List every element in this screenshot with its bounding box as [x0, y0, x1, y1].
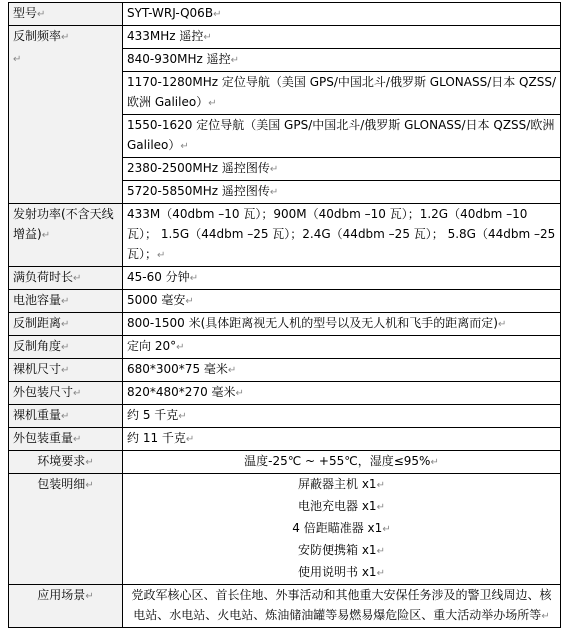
label-duration: 满负荷时长↵: [9, 267, 123, 290]
value-size: 680*300*75 毫米↵: [123, 359, 561, 382]
row-distance: [9, 313, 561, 336]
value-pkg-size: 820*480*270 毫米↵: [123, 382, 561, 405]
spec-document: [8, 2, 560, 628]
row-size: [9, 359, 561, 382]
value-scenario: 党政军核心区、首长住地、外事活动和其他重大安保任务涉及的警卫线周边、核电站、水电站、火电站、炼油储油罐等易燃易爆危险区、重大活动举办场所等↵: [123, 585, 561, 628]
package-item: 使用说明书 x1↵: [298, 565, 385, 579]
freq-item: 433MHz 遥控↵: [123, 26, 561, 49]
label-freq: 反制频率↵ ↵: [9, 26, 123, 204]
label-scenario: 应用场景↵: [9, 585, 123, 628]
row-pkg-weight: [9, 428, 561, 451]
label-pkg-size: 外包装尺寸↵: [9, 382, 123, 405]
label-weight: 裸机重量↵: [9, 405, 123, 428]
label-battery: 电池容量↵: [9, 290, 123, 313]
freq-item: 840-930MHz 遥控↵: [123, 49, 561, 72]
value-power: 433M（40dbm –10 瓦）；900M（40dbm –10 瓦）；1.2G（40dbm –10 瓦）； 1.5G（44dbm –25 瓦）；2.4G（44dbm –25 瓦）； 5.8G（44dbm –25 瓦）；↵: [123, 204, 561, 267]
row-pkg-size: [9, 382, 561, 405]
package-item: 4 倍距瞄准器 x1↵: [292, 521, 391, 535]
row-env: [9, 451, 561, 474]
freq-item: 2380-2500MHz 遥控图传↵: [123, 158, 561, 181]
label-env: 环境要求↵: [9, 451, 123, 474]
value-weight: 约 5 千克↵: [123, 405, 561, 428]
row-freq: [9, 26, 561, 49]
row-power: [9, 204, 561, 267]
value-package: [123, 474, 561, 585]
row-angle: [9, 336, 561, 359]
package-item: 安防便携箱 x1↵: [298, 543, 385, 557]
row-package: [9, 474, 561, 585]
row-weight: [9, 405, 561, 428]
label-model: 型号↵: [9, 3, 123, 26]
spec-table: [8, 2, 561, 628]
freq-item: 5720-5850MHz 遥控图传↵: [123, 181, 561, 204]
value-battery: 5000 毫安↵: [123, 290, 561, 313]
freq-item: 1170-1280MHz 定位导航（美国 GPS/中国北斗/俄罗斯 GLONASS/日本 QZSS/欧洲 Galileo）↵: [123, 72, 561, 115]
row-model: [9, 3, 561, 26]
label-size: 裸机尺寸↵: [9, 359, 123, 382]
label-angle: 反制角度↵: [9, 336, 123, 359]
label-distance: 反制距离↵: [9, 313, 123, 336]
row-scenario: [9, 585, 561, 628]
row-battery: [9, 290, 561, 313]
value-distance: 800-1500 米(具体距离视无人机的型号以及无人机和飞手的距离而定)↵: [123, 313, 561, 336]
label-power: 发射功率(不含天线增益)↵: [9, 204, 123, 267]
value-model: SYT-WRJ-Q06B↵: [123, 3, 561, 26]
label-package: 包装明细↵: [9, 474, 123, 585]
value-env: 温度-25℃ ~ +55℃，湿度≤95%↵: [123, 451, 561, 474]
value-duration: 45-60 分钟↵: [123, 267, 561, 290]
freq-item: 1550-1620 定位导航（美国 GPS/中国北斗/俄罗斯 GLONASS/日本 QZSS/欧洲 Galileo）↵: [123, 115, 561, 158]
value-pkg-weight: 约 11 千克↵: [123, 428, 561, 451]
package-item: 电池充电器 x1↵: [298, 499, 385, 513]
value-angle: 定向 20°↵: [123, 336, 561, 359]
row-duration: [9, 267, 561, 290]
package-item: 屏蔽器主机 x1↵: [298, 477, 385, 491]
label-pkg-weight: 外包装重量↵: [9, 428, 123, 451]
